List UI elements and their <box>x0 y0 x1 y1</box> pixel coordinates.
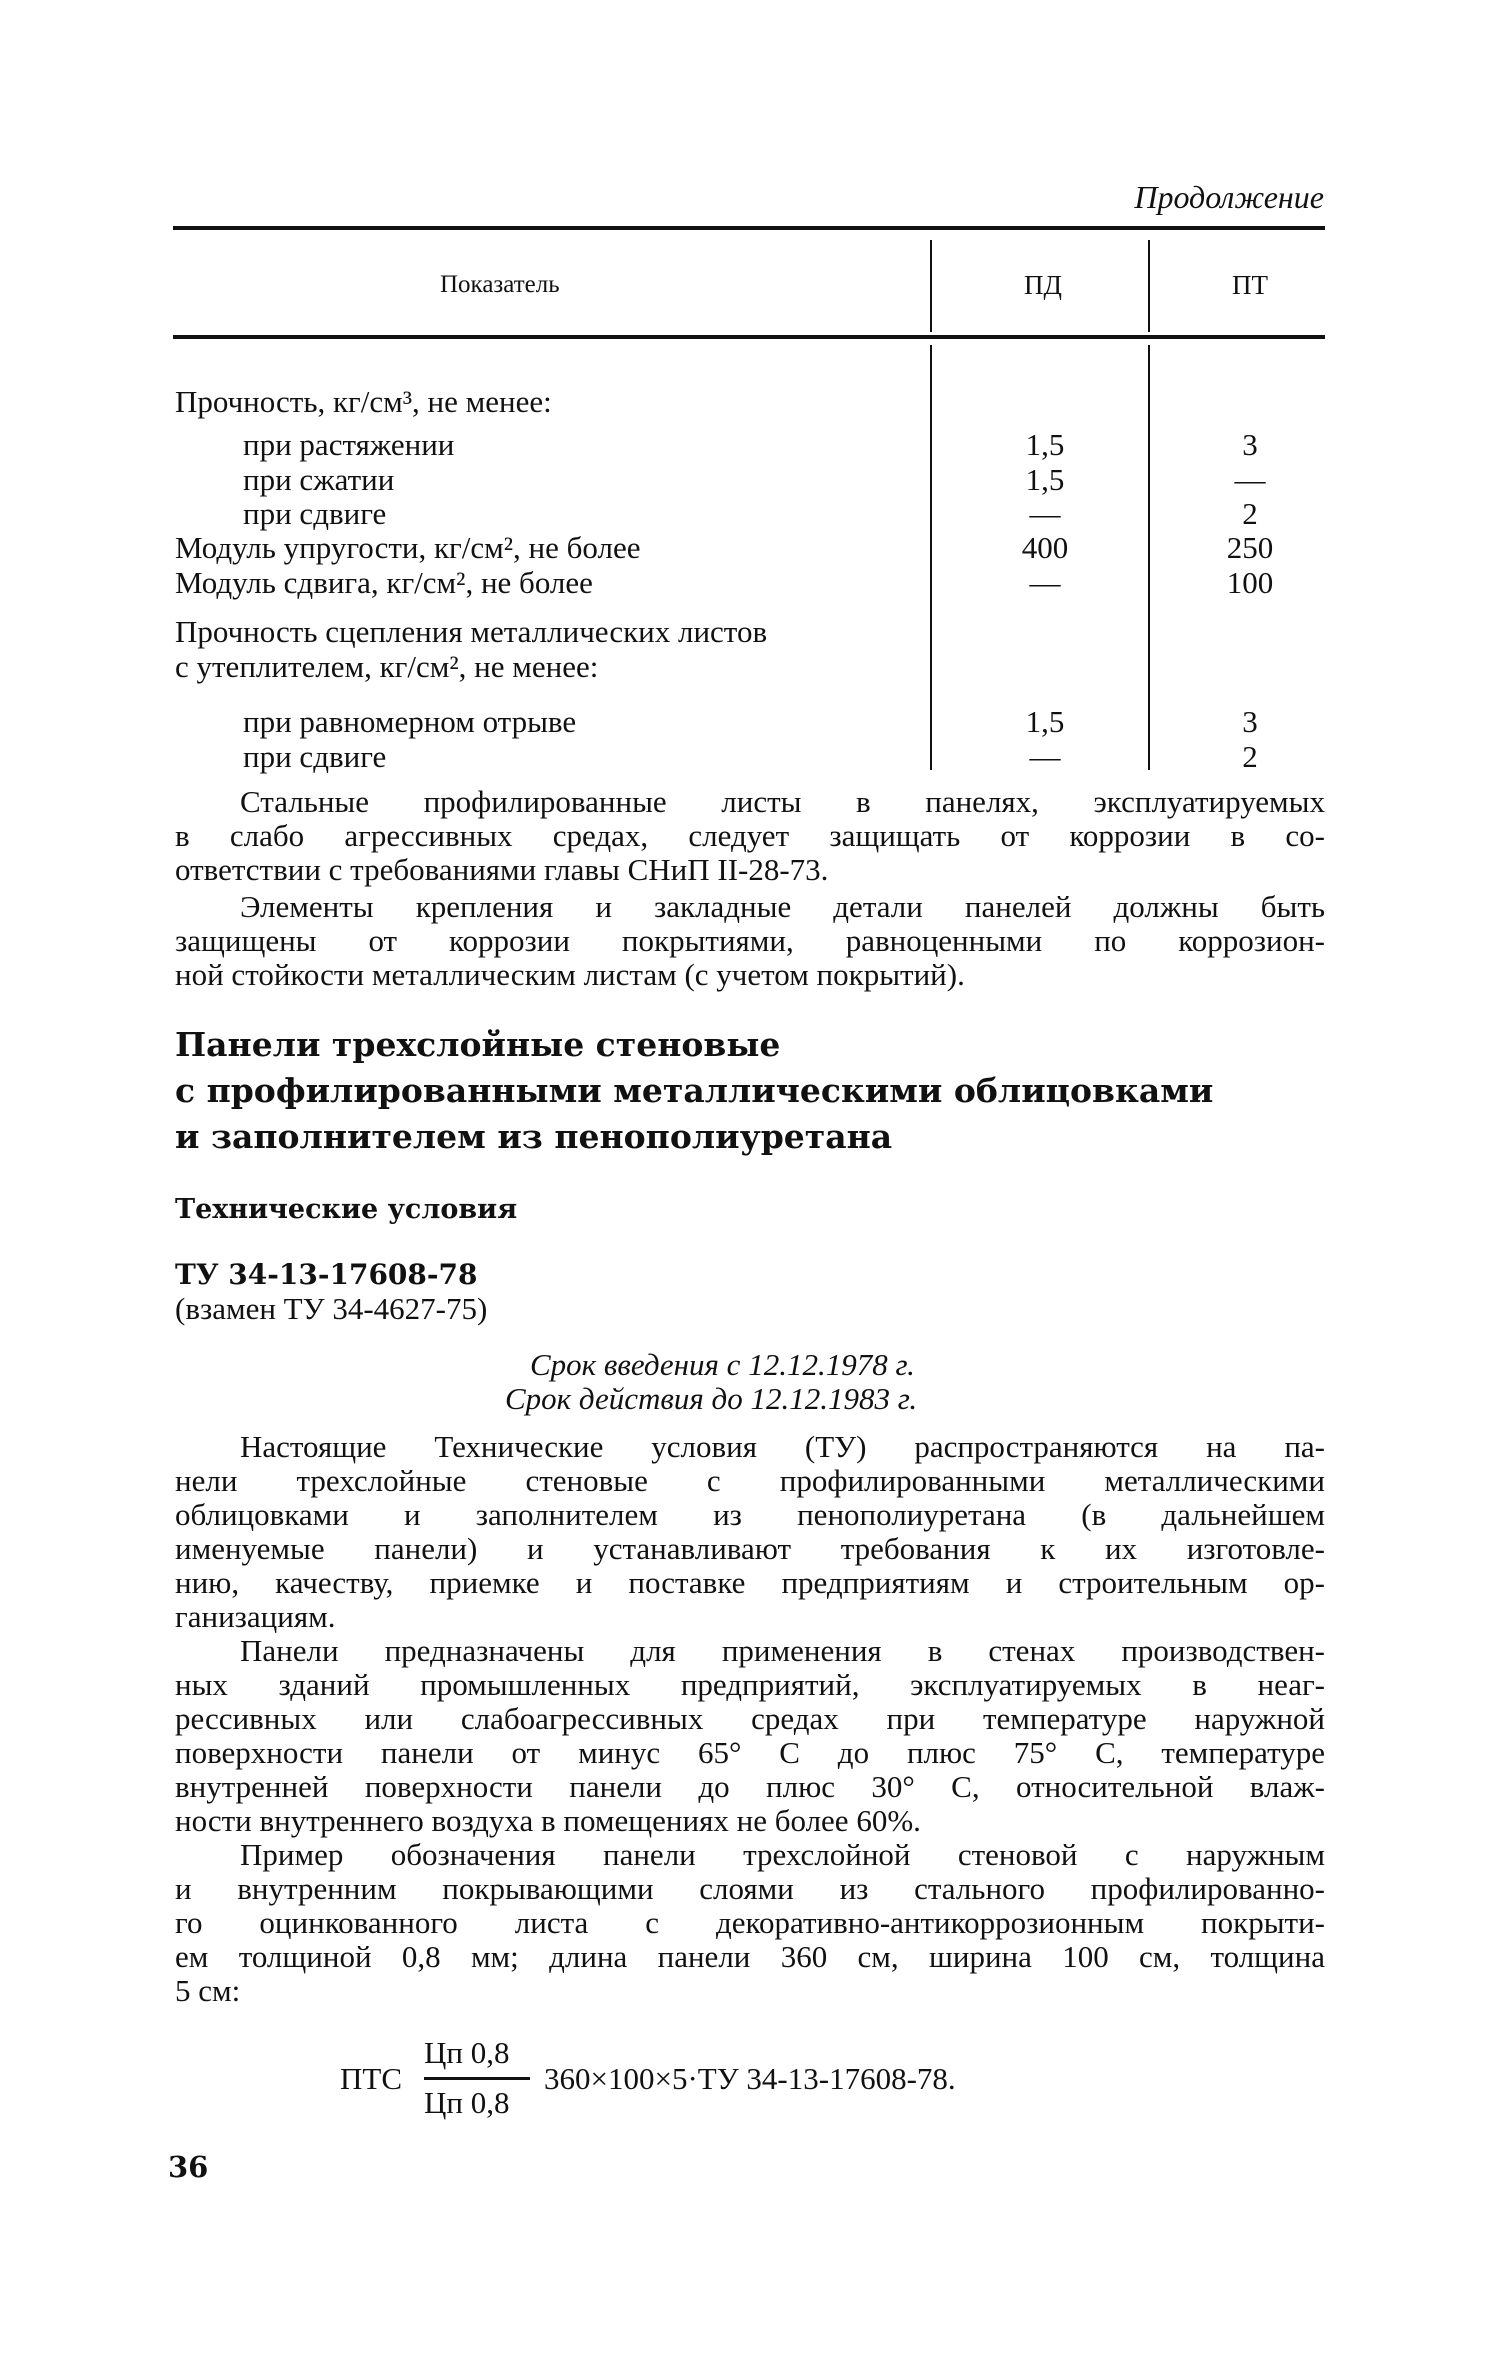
row-label: с утеплителем, кг/см², не менее: <box>175 649 599 684</box>
row-value-pt: 100 <box>1226 565 1274 600</box>
row-value-pd: — <box>1029 565 1061 600</box>
body-line: облицовками и заполнителем из пенополиуретана (в дальнейшем <box>175 1497 1325 1532</box>
column-divider <box>930 345 932 770</box>
row-value-pt: 250 <box>1226 530 1274 565</box>
standard-code: ТУ 34-13-17608-78 <box>175 1258 478 1291</box>
body-line: нию, качеству, приемке и поставке предприятиям и строительным ор- <box>175 1565 1325 1600</box>
row-value-pt: 3 <box>1242 427 1258 462</box>
date-valid-until: Срок действия до 12.12.1983 г. <box>505 1381 918 1416</box>
row-label: при равномерном отрыве <box>243 704 577 739</box>
row-label: при сдвиге <box>243 496 387 531</box>
formula-numerator: Цп 0,8 <box>424 2035 510 2070</box>
table-top-rule <box>173 226 1325 230</box>
row-value-pd: — <box>1029 739 1061 774</box>
designation-formula <box>340 2032 1240 2122</box>
body-line: ных зданий промышленных предприятий, эксплуатируемых в неаг- <box>175 1667 1325 1702</box>
header-pt: ПТ <box>1232 270 1268 300</box>
column-divider <box>1148 345 1150 770</box>
formula-denominator: Цп 0,8 <box>424 2085 510 2120</box>
body-line: нели трехслойные стеновые с профилированными металлическими <box>175 1463 1325 1498</box>
row-value-pd: 1,5 <box>1025 427 1065 462</box>
replaces-note: (взамен ТУ 34-4627-75) <box>175 1291 488 1326</box>
row-value-pd: 400 <box>1021 530 1069 565</box>
body-line: поверхности панели от минус 65° С до плюс 75° С, температуре <box>175 1735 1325 1770</box>
paragraph-line: Элементы крепления и закладные детали панелей должны быть <box>240 889 1325 924</box>
row-value-pt: 2 <box>1242 739 1258 774</box>
body-line: Пример обозначения панели трехслойной стеновой с наружным <box>240 1837 1325 1872</box>
row-value-pt: 2 <box>1242 496 1258 531</box>
body-line: рессивных или слабоагрессивных средах при температуре наружной <box>175 1701 1325 1736</box>
paragraph-line: защищены от коррозии покрытиями, равноценными по коррозион- <box>175 923 1325 958</box>
formula-suffix: 360×100×5·ТУ 34-13-17608-78. <box>544 2061 956 2096</box>
body-line: го оцинкованного листа с декоративно-антикоррозионным покрыти- <box>175 1905 1325 1940</box>
body-line: Настоящие Технические условия (ТУ) распространяются на па- <box>240 1429 1325 1464</box>
page-number: 36 <box>168 2150 209 2184</box>
header-pd: ПД <box>1024 270 1062 300</box>
body-line: и внутренним покрывающими слоями из стального профилированно- <box>175 1871 1325 1906</box>
paragraph-line: в слабо агрессивных средах, следует защищать от коррозии в со- <box>175 818 1325 853</box>
fraction-bar <box>424 2077 530 2080</box>
row-value-pd: 1,5 <box>1025 704 1065 739</box>
row-value-pd: — <box>1029 496 1061 531</box>
section-heading-line: и заполнителем из пенополиуретана <box>175 1117 893 1156</box>
row-label: Прочность сцепления металлических листов <box>175 614 768 649</box>
section-heading-line: Панели трехслойные стеновые <box>175 1025 781 1064</box>
row-label: Модуль упругости, кг/см², не более <box>175 530 641 565</box>
column-divider <box>930 240 932 332</box>
continuation-label: Продолжение <box>1134 179 1324 215</box>
formula-prefix: ПТС <box>340 2061 402 2096</box>
body-line: внутренней поверхности панели до плюс 30° С, относительной влаж- <box>175 1769 1325 1804</box>
table-header-rule <box>173 335 1325 339</box>
paragraph-line: ной стойкости металлическим листам (с учетом покрытий). <box>175 957 965 992</box>
subheading: Технические условия <box>175 1194 518 1225</box>
paragraph-line: Стальные профилированные листы в панелях, эксплуатируемых <box>240 784 1325 819</box>
section-heading-line: с профилированными металлическими облицовками <box>175 1071 1214 1110</box>
date-introduced: Срок введения с 12.12.1978 г. <box>530 1347 915 1382</box>
row-value-pd: 1,5 <box>1025 462 1065 497</box>
body-line: Панели предназначены для применения в стенах производствен- <box>240 1633 1325 1668</box>
body-line: 5 см: <box>175 1973 241 2008</box>
row-value-pt: — <box>1234 462 1266 497</box>
body-line: ем толщиной 0,8 мм; длина панели 360 см, ширина 100 см, толщина <box>175 1939 1325 1974</box>
body-line: ности внутреннего воздуха в помещениях не более 60%. <box>175 1803 921 1838</box>
header-indicator: Показатель <box>440 271 560 298</box>
body-line: ганизациям. <box>175 1599 336 1634</box>
row-label: при растяжении <box>243 427 455 462</box>
row-label: при сдвиге <box>243 739 387 774</box>
paragraph-line: ответствии с требованиями главы СНиП II-28-73. <box>175 852 829 887</box>
column-divider <box>1148 240 1150 332</box>
row-label: Прочность, кг/см³, не менее: <box>175 384 552 419</box>
row-value-pt: 3 <box>1242 704 1258 739</box>
row-label: при сжатии <box>243 462 395 497</box>
body-line: именуемые панели) и устанавливают требования к их изготовле- <box>175 1531 1325 1566</box>
row-label: Модуль сдвига, кг/см², не более <box>175 565 593 600</box>
